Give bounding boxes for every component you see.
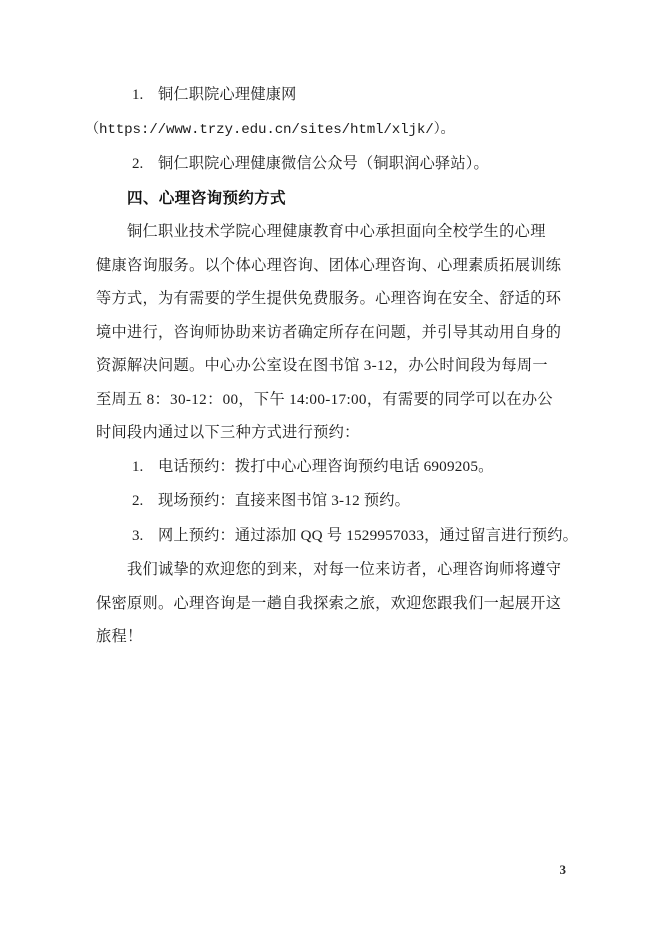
closing-line: 保密原则。心理咨询是一趟自我探索之旅，欢迎您跟我们一起展开这 [96, 594, 562, 612]
paragraph-line: 至周五 8：30-12：00，下午 14:00-17:00，有需要的同学可以在办公 [96, 390, 553, 408]
website-url-line [85, 113, 566, 148]
list-item-label: 电话预约：拨打中心心理咨询预约电话 6909205。 [158, 457, 494, 475]
list-marker: 2. [132, 493, 144, 509]
list-item [96, 450, 566, 485]
list-item [96, 147, 566, 182]
paragraph-line: 等方式，为有需要的学生提供免费服务。心理咨询在安全、舒适的环 [96, 290, 562, 307]
list-marker: 1. [132, 87, 144, 103]
list-marker: 1. [132, 458, 144, 475]
close-paren-period: ）。 [433, 120, 455, 137]
list-item-label: 铜仁职院心理健康网 [158, 86, 297, 103]
closing-line: 旅程！ [96, 628, 143, 645]
list-marker: 3. [132, 527, 144, 544]
open-paren: （ [85, 120, 100, 137]
website-url: https://www.trzy.edu.cn/sites/html/xljk/ [99, 121, 434, 138]
paragraph-line: 境中进行，咨询师协助来访者确定所存在问题，并引导其动用自身的 [96, 323, 562, 341]
list-item-label: 铜仁职院心理健康微信公众号（铜职润心驿站）。 [158, 155, 489, 172]
list-marker: 2. [132, 156, 144, 172]
closing-line: 我们诚挚的欢迎您的到来，对每一位来访者，心理咨询师将遵守 [127, 561, 562, 578]
paragraph-line: 铜仁职业技术学院心理健康教育中心承担面向全校学生的心理 [127, 223, 546, 240]
page-number: 3 [559, 862, 566, 877]
section-heading: 四、心理咨询预约方式 [127, 189, 286, 207]
list-item [96, 519, 579, 554]
paragraph-line: 资源解决问题。中心办公室设在图书馆 3-12，办公时间段为每周一 [96, 357, 548, 374]
list-item-label: 网上预约：通过添加 QQ 号 1529957033，通过留言进行预约。 [158, 526, 579, 544]
document-content [85, 78, 579, 654]
list-item-label: 现场预约：直接来图书馆 3-12 预约。 [158, 492, 411, 509]
list-item [96, 484, 566, 519]
list-item [96, 78, 566, 113]
paragraph-line: 时间段内通过以下三种方式进行预约： [96, 424, 360, 441]
paragraph-line: 健康咨询服务。以个体心理咨询、团体心理咨询、心理素质拓展训练 [96, 256, 562, 274]
